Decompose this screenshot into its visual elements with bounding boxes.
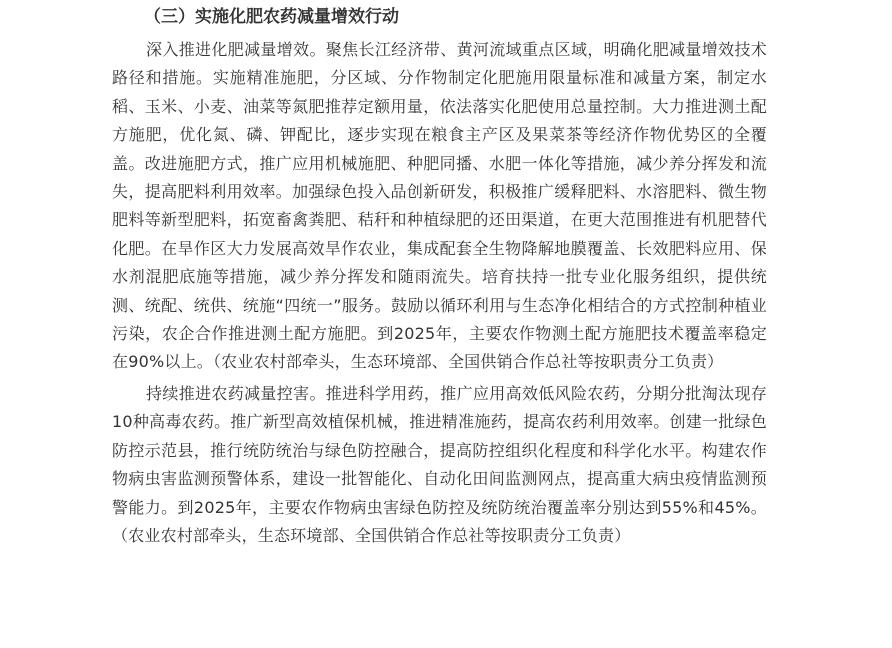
document-body (112, 4, 767, 553)
paragraph-pesticide: 持续推进农药减量控害。推进科学用药，推广应用高效低风险农药，分期分批淘汰现存10种高毒农药。推广新型高效植保机械，推进精准施药，提高农药利用效率。创建一批绿色防控示范县，推行统防统治与绿色防控融合，提高防控组织化程度和科学化水平。构建农作物病虫害监测预警体系，建设一批智能化、自动化田间监测网点，提高重大病虫疫情监测预警能力。到2025年，主要农作物病虫害绿色防控及统防统治覆盖率分别达到55%和45%。（农业农村部牵头，生态环境部、全国供销合作总社等按职责分工负责） (112, 383, 767, 545)
paragraph-fertilizer: 深入推进化肥减量增效。聚焦长江经济带、黄河流域重点区域，明确化肥减量增效技术路径和措施。实施精准施肥，分区域、分作物制定化肥施用限量标准和减量方案，制定水稻、玉米、小麦、油菜等氮肥推荐定额用量，依法落实化肥使用总量控制。大力推进测土配方施肥，优化氮、磷、钾配比，逐步实现在粮食主产区及果菜茶等经济作物优势区的全覆盖。改进施肥方式，推广应用机械施肥、种肥同播、水肥一体化等措施，减少养分挥发和流失，提高肥料利用效率。加强绿色投入品创新研发，积极推广缓释肥料、水溶肥料、微生物肥料等新型肥料，拓宽畜禽粪肥、秸秆和种植绿肥的还田渠道，在更大范围推进有机肥替代化肥。在旱作区大力发展高效旱作农业，集成配套全生物降解地膜覆盖、长效肥料应用、保水剂混肥底施等措施，减少养分挥发和随雨流失。培育扶持一批专业化服务组织，提供统测、统配、统供、统施“四统一”服务。鼓励以循环利用与生态净化相结合的方式控制种植业污染，农企合作推进测土配方施肥。到2025年，主要农作物测土配方施肥技术覆盖率稳定在90%以上。（农业农村部牵头，生态环境部、全国供销合作总社等按职责分工负责） (112, 40, 767, 372)
section-heading: （三）实施化肥农药减量增效行动 (144, 7, 399, 27)
